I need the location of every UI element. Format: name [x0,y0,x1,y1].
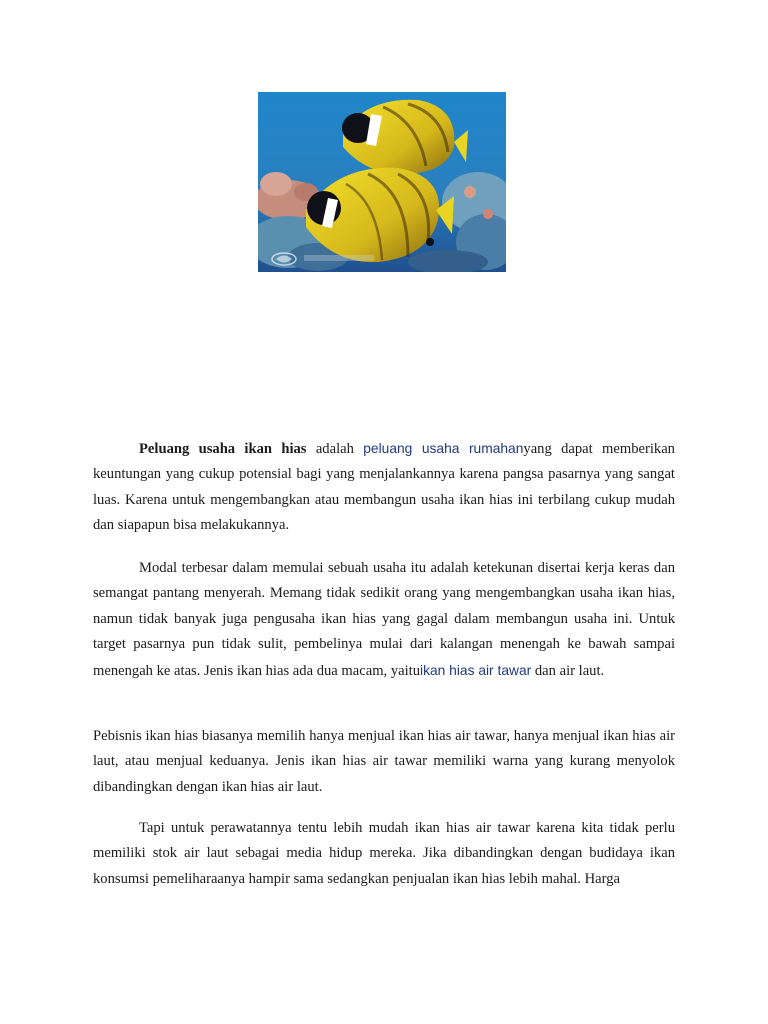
link-ikan-hias-air-tawar[interactable]: ikan hias air tawar [420,662,532,678]
link-peluang-usaha-rumahan[interactable]: peluang usaha rumahan [363,441,524,456]
butterflyfish-photo [258,92,506,272]
paragraph-2 [93,556,675,684]
text-segment: adalah [306,441,364,457]
paragraph-1 [93,436,675,539]
text-segment: dan air laut. [531,662,605,679]
text-segment: Tapi untuk perawatannya tentu lebih mudah ikan hias air tawar karena kita tidak perlu memiliki stok air laut sebagai media hidup mereka. Jika dibandingkan dengan budidaya ikan konsumsi pemeliharaanya hampir sama sedangkan penjualan ikan hias lebih mahal. Harga [93,820,675,887]
paragraph-4 [93,816,675,892]
text-segment: yang dapat memberikan keuntungan yang cukup potensial bagi yang menjalankannya karena pangsa pasarnya yang sangat luas. Karena untuk mengembangkan atau membangun usaha ikan hias ini terbilang cukup mudah dan siapapun bisa melakukannya. [93,441,675,534]
text-segment: Pebisnis ikan hias biasanya memilih hanya menjual ikan hias air tawar, hanya menjual ikan hias air laut, atau menjual keduanya. Jenis ikan hias air tawar memiliki warna yang kurang menyolok dibandingkan dengan ikan hias air laut. [93,728,675,795]
paragraph-3 [93,724,675,800]
text-segment: Modal terbesar dalam memulai sebuah usaha itu adalah ketekunan disertai kerja keras dan semangat pantang menyerah. Memang tidak sedikit orang yang mengembangkan usaha ikan hias, namun tidak banyak juga pengusaha ikan hias yang gagal dalam membangun usaha ini. Untuk target pasarnya pun tidak sulit, pembelinya mulai dari kalangan menengah ke bawah sampai menengah ke atas. Jenis ikan hias ada dua macam, yaitu [93,560,675,679]
bold-lead: Peluang usaha ikan hias [139,441,307,457]
